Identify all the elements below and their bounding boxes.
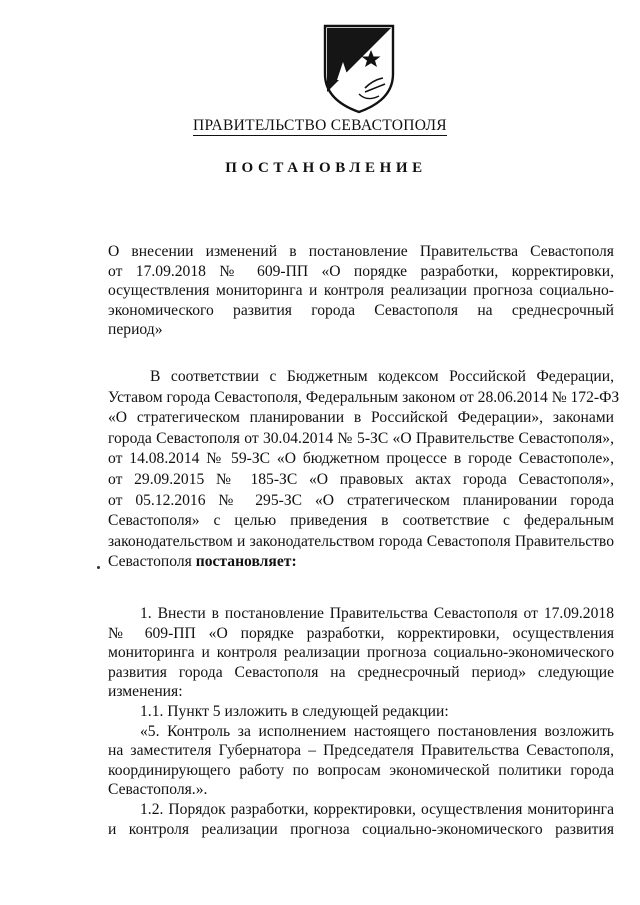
item1-2-line: и контроля реализации прогноза социально-экономического развития: [108, 820, 614, 838]
subject-line: О внесении изменений в постановление Правительства Севастополя: [108, 243, 614, 260]
document-type: ПОСТАНОВЛЕНИЕ: [225, 160, 427, 176]
document-subject: [108, 242, 614, 340]
preamble-line: законодательством и законодательством города Севастополя Правительство: [108, 532, 614, 550]
item1-line: № 609-ПП «О порядке разработки, корректировки, осуществления: [108, 624, 614, 642]
preamble-line: «О стратегическом планировании в Российской Федерации», законами: [108, 409, 614, 427]
margin-mark: [97, 566, 100, 569]
preamble-line: Севастополя» с целью приведения в соответствие с федеральным: [108, 512, 614, 530]
item-1-1: 1.1. Пункт 5 изложить в следующей редакции:: [140, 702, 449, 720]
preamble-paragraph: [108, 367, 620, 573]
item1-line: мониторинга и контроля реализации прогноза социально-экономического: [108, 644, 614, 662]
preamble-line: Уставом города Севастополя, Федеральным законом от 28.06.2014 № 172-ФЗ: [108, 388, 620, 406]
item1-2-line: 1.2. Порядок разработки, корректировки, осуществления мониторинга: [140, 800, 614, 818]
item5-line: Севастополя.».: [108, 781, 208, 799]
item1-line: 1. Внести в постановление Правительства Севастополя от 17.09.2018: [140, 605, 614, 622]
subject-line: период»: [108, 321, 163, 339]
item1-line: развития города Севастополя на среднесрочный период» следующие: [108, 663, 614, 681]
item-1: [108, 604, 614, 839]
subject-line: осуществления мониторинга и контроля реализации прогноза социально-: [108, 282, 614, 300]
government-title: ПРАВИТЕЛЬСТВО СЕВАСТОПОЛЯ: [193, 117, 447, 134]
item5-line: «5. Контроль за исполнением настоящего постановления возложить: [140, 722, 614, 740]
resolves-word: постановляет:: [195, 553, 297, 571]
preamble-line: от 29.09.2015 № 185-ЗС «О правовых актах города Севастополя»,: [108, 470, 614, 488]
preamble-line: от 05.12.2016 № 295-ЗС «О стратегическом планировании города: [108, 491, 614, 509]
coat-of-arms-icon: [321, 22, 397, 114]
subject-line: экономического развития города Севастополя на среднесрочный: [108, 301, 614, 319]
item1-line: изменения:: [108, 683, 183, 701]
preamble-line: города Севастополя от 30.04.2014 № 5-ЗС «О Правительстве Севастополя»,: [108, 429, 614, 447]
subject-line: от 17.09.2018 № 609-ПП «О порядке разработки, корректировки,: [108, 262, 614, 280]
preamble-line: Севастополя постановляет:: [108, 553, 297, 571]
item5-line: на заместителя Губернатора – Председателя Правительства Севастополя,: [108, 742, 614, 760]
preamble-line: от 14.08.2014 № 59-ЗС «О бюджетном процессе в городе Севастополе»,: [108, 450, 614, 468]
item5-line: координирующего работу по вопросам экономической политики города: [108, 761, 614, 779]
preamble-line: В соответствии с Бюджетным кодексом Российской Федерации,: [150, 368, 614, 385]
